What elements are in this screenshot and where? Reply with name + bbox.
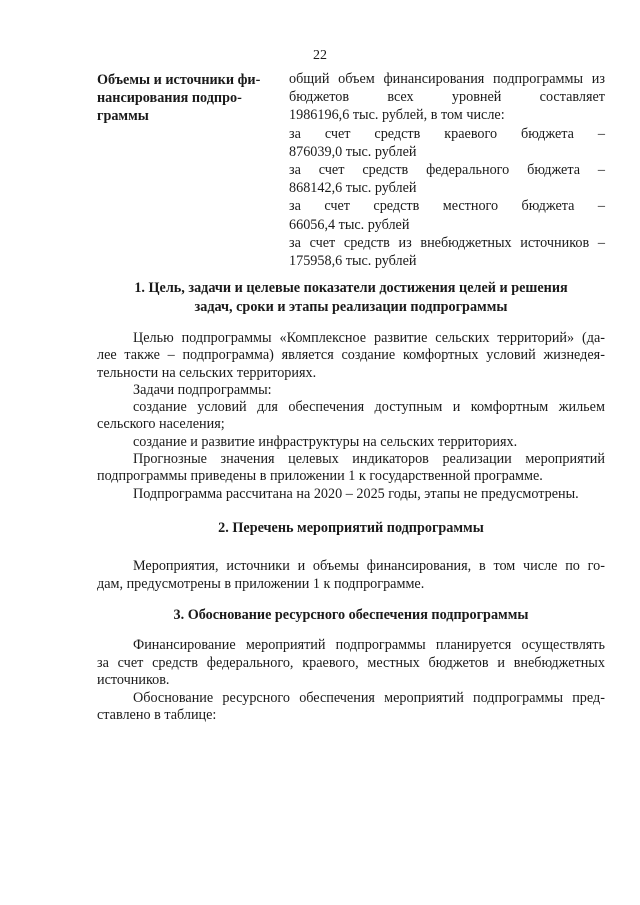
word: доступным: [374, 399, 443, 416]
text-line: [97, 347, 605, 364]
passport-label-line: Объемы и источники фи-: [97, 72, 261, 88]
text-line: [97, 576, 605, 594]
passport-value-line: 868142,6 тыс. рублей: [289, 180, 417, 197]
word: го-: [587, 558, 605, 574]
line-text: сельского населения;: [97, 416, 225, 433]
word: территорий»: [497, 330, 575, 346]
line-text: Задачи подпрограммы:: [133, 381, 272, 398]
line-text: тельности на сельских территориях.: [97, 364, 317, 381]
word: ресурсного: [222, 689, 290, 706]
word: пред-: [572, 689, 605, 706]
word: федерального: [426, 161, 510, 178]
passport-value-line: 175958,6 тыс. рублей: [289, 252, 417, 269]
word: счет: [117, 654, 144, 671]
passport-value-line: [289, 197, 605, 215]
word: реализации: [442, 451, 512, 468]
word: за: [289, 234, 301, 251]
word: средств: [152, 654, 199, 671]
word: за: [289, 198, 301, 215]
section-3-body: [97, 637, 605, 725]
word: том: [493, 558, 516, 574]
line-text: ставлено в таблице:: [97, 707, 217, 723]
word: счет: [324, 125, 351, 142]
word: мероприятий: [384, 689, 464, 706]
word: числе: [523, 558, 558, 574]
word: местного: [442, 198, 499, 215]
text-line: [97, 637, 605, 655]
section-2-body: [97, 558, 605, 593]
word: федерального,: [206, 654, 294, 671]
word: средств: [373, 198, 420, 215]
word: Мероприятия,: [133, 558, 219, 574]
word: за: [97, 654, 109, 671]
word: комфортным: [470, 399, 549, 416]
word: средств: [374, 125, 421, 142]
word: краевого: [444, 125, 498, 142]
word: средств: [362, 161, 409, 178]
word: и: [497, 654, 505, 671]
text-line: [97, 365, 605, 382]
word: внебюджетных: [420, 234, 512, 251]
text-line: [97, 416, 605, 433]
word: в: [478, 558, 486, 574]
word: источники: [226, 558, 290, 574]
word: бюджета: [521, 125, 574, 142]
word: условий: [197, 399, 247, 416]
word: развитие: [373, 330, 428, 346]
passport-value-line: [289, 125, 605, 143]
passport-label-line: нансирования подпро-: [97, 90, 242, 106]
passport-value-line: 876039,0 тыс. рублей: [289, 143, 417, 160]
passport-value-line: [289, 234, 605, 252]
word: сельских: [435, 330, 490, 346]
word: объем: [338, 71, 375, 87]
line-text: создание и развитие инфраструктуры на сельских территориях.: [133, 433, 518, 450]
text-line: [97, 655, 605, 673]
word: по: [565, 558, 580, 574]
word: Целью: [133, 330, 174, 346]
word: бюджетов: [428, 654, 489, 671]
section-2-title: 2. Перечень мероприятий подпрограммы: [218, 520, 484, 536]
text-line: [97, 451, 605, 468]
word: –: [597, 125, 605, 142]
word: условий: [486, 347, 536, 364]
line-text: дам, предусмотрены в приложении 1 к подпрограмме.: [97, 575, 425, 592]
text-line: [97, 486, 605, 503]
word: средств: [343, 234, 390, 251]
word: комфортных: [402, 347, 479, 364]
word: подпрограммы: [335, 637, 426, 653]
word: всех: [387, 89, 414, 106]
passport-value: [289, 70, 605, 270]
word: (да-: [582, 330, 605, 346]
word: жильем: [558, 399, 605, 416]
section-1-title-line: задач, сроки и этапы реализации подпрограммы: [194, 299, 508, 315]
section-1-title: [97, 279, 605, 317]
word: подпрограммы: [493, 71, 584, 87]
word: индикаторов: [352, 451, 429, 468]
section-1-body: [97, 330, 605, 503]
word: уровней: [451, 89, 502, 106]
word: краевого,: [302, 654, 359, 671]
word: обеспечения: [299, 689, 375, 706]
word: также: [124, 347, 160, 364]
word: счет: [309, 234, 336, 251]
word: из: [591, 71, 605, 87]
word: и: [297, 558, 306, 574]
word: планируется: [435, 637, 512, 653]
passport-value-line: [289, 70, 605, 88]
word: из: [398, 234, 412, 251]
word: является: [281, 347, 334, 364]
word: внебюджетных: [513, 654, 605, 671]
line-text: источников.: [97, 672, 170, 688]
word: местных: [367, 654, 420, 671]
word: счет: [318, 161, 345, 178]
word: финансирования: [383, 71, 485, 87]
text-line: [97, 330, 605, 347]
word: подпрограмма): [182, 347, 274, 364]
word: мероприятий: [245, 637, 326, 653]
word: бюджетов: [289, 89, 350, 106]
word: источников: [520, 234, 590, 251]
word: лее: [97, 347, 117, 364]
passport-value-line: 66056,4 тыс. рублей: [289, 216, 410, 233]
word: создание: [341, 347, 396, 364]
line-text: Подпрограмма рассчитана на 2020 – 2025 годы, этапы не предусмотрены.: [133, 485, 579, 502]
passport-value-line: [289, 161, 605, 179]
word: подпрограммы: [473, 689, 563, 706]
passport-value-line: [289, 88, 605, 106]
word: объемы: [312, 558, 360, 574]
word: общий: [289, 71, 330, 87]
word: Обоснование: [133, 689, 214, 706]
text-line: [97, 399, 605, 416]
word: мероприятий: [525, 451, 605, 468]
word: Прогнозные: [133, 451, 207, 468]
word: осуществлять: [521, 637, 605, 653]
text-line: [97, 707, 605, 725]
line-text: подпрограммы приведены в приложении 1 к государственной программе.: [97, 468, 543, 485]
page-number: 22: [313, 48, 327, 63]
text-line: [97, 434, 605, 451]
word: и: [452, 399, 461, 416]
text-line: [97, 382, 605, 399]
word: финансирования,: [366, 558, 472, 574]
word: создание: [133, 399, 187, 416]
passport-value-line: 1986196,6 тыс. рублей, в том числе:: [289, 107, 505, 124]
word: бюджета: [521, 198, 575, 215]
word: –: [167, 347, 175, 364]
word: Финансирование: [133, 637, 236, 653]
section-3-title: 3. Обоснование ресурсного обеспечения подпрограммы: [173, 607, 529, 623]
word: за: [289, 161, 301, 178]
word: «Комплексное: [279, 330, 367, 346]
word: жизнедея-: [543, 347, 605, 364]
word: бюджета: [527, 161, 581, 178]
text-line: [97, 558, 605, 576]
text-line: [97, 672, 605, 690]
word: –: [597, 234, 605, 251]
subprogram-passport-row: [97, 70, 605, 269]
passport-label-line: граммы: [97, 108, 149, 124]
section-1-title-line: 1. Цель, задачи и целевые показатели достижения целей и решения: [134, 280, 568, 296]
word: за: [289, 125, 301, 142]
word: составляет: [539, 89, 605, 106]
word: –: [597, 161, 605, 178]
passport-label: [97, 70, 272, 125]
word: для: [257, 399, 278, 416]
text-line: [97, 690, 605, 708]
word: подпрограммы: [181, 330, 272, 346]
word: –: [597, 198, 605, 215]
word: обеспечения: [288, 399, 365, 416]
text-line: [97, 468, 605, 485]
word: значения: [220, 451, 275, 468]
word: счет: [324, 198, 350, 215]
word: целевых: [288, 451, 339, 468]
